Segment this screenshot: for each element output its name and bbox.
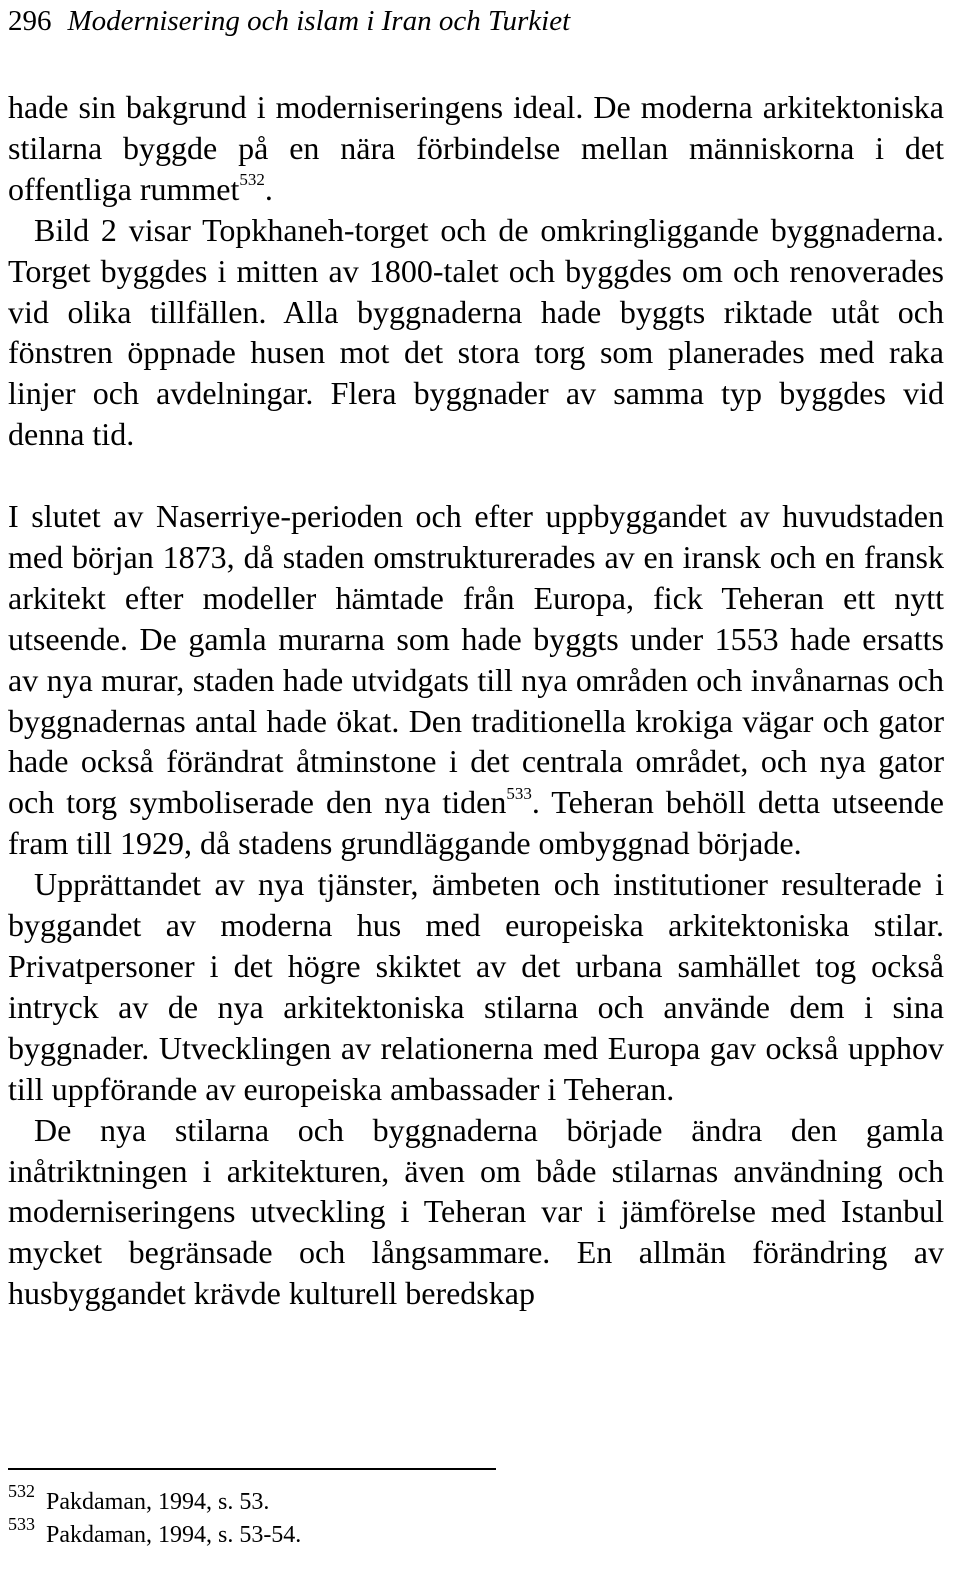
footnotes — [8, 1481, 944, 1552]
footnote — [8, 1514, 944, 1552]
footnote-text: Pakdaman, 1994, s. 53. — [46, 1489, 270, 1515]
page-number: 296 — [8, 5, 52, 37]
paragraph-text: hade sin bakgrund i moderniseringens ideal. De moderna arkitektoniska stilarna byggde på en nära förbindelse mellan människorna i det offentliga rummet — [8, 89, 944, 207]
paragraph-text: . Teheran behöll detta utseende fram till 1929, då stadens grundläggande ombyggnad började. — [8, 784, 945, 862]
paragraph — [8, 87, 944, 210]
running-title: Modernisering och islam i Iran och Turkiet — [67, 5, 571, 37]
footnote-reference[interactable]: 532 — [239, 170, 265, 190]
footnote-reference[interactable]: 533 — [506, 783, 532, 803]
paragraph — [8, 496, 944, 864]
footnote-number: 532 — [8, 1481, 35, 1501]
footnote — [8, 1481, 944, 1519]
footnote-divider — [8, 1468, 496, 1470]
footnote-number: 533 — [8, 1514, 35, 1534]
running-header — [8, 4, 570, 38]
body-section-1 — [8, 87, 944, 455]
body-section-2 — [8, 496, 944, 1314]
paragraph: Upprättandet av nya tjänster, ämbeten och institutioner resulterade i byggandet av moderna hus med europeiska arkitektoniska stilar. Privatpersoner i det högre skiktet av det urbana samhället tog också intryck av de nya arkitektoniska stilarna och använde dem i sina byggnader. Utvecklingen av relationerna med Europa gav också upphov till uppförande av europeiska ambassader i Teheran. — [8, 866, 944, 1107]
footnote-text: Pakdaman, 1994, s. 53-54. — [46, 1522, 302, 1548]
paragraph-text: I slutet av Naserriye-perioden och efter uppbyggandet av huvudstaden med början 1873, då staden omstrukturerades av en iransk och en fransk arkitekt efter modeller hämtade från Europa, fick Teheran ett nytt utseende. De gamla murarna som hade byggts under 1553 hade ersatts av nya murar, staden hade utvidgats till nya områden och invånarnas och byggnadernas antal hade ökat. Den traditionella krokiga vägar och gator hade också förändrat åtminstone i det centrala området, och nya gator och torg symboliserade den nya tiden — [8, 498, 944, 821]
paragraph: De nya stilarna och byggnaderna började ändra den gamla inåtriktningen i arkitekturen, även om både stilarnas användning och moderniseringens utveckling i Teheran var i jämförelse med Istanbul mycket begränsade och långsammare. En allmän förändring av husbyggandet krävde kulturell beredskap — [8, 1111, 944, 1312]
paragraph-text: . — [264, 170, 273, 207]
paragraph: Bild 2 visar Topkhaneh-torget och de omkringliggande byggnaderna. Torget byggdes i mitten av 1800-talet och byggdes om och renoverades vid olika tillfällen. Alla byggnaderna hade byggts riktade utåt och fönstren öppnade husen mot det stora torg som planerades med raka linjer och avdelningar. Flera byggnader av samma typ byggdes vid denna tid. — [8, 211, 944, 453]
